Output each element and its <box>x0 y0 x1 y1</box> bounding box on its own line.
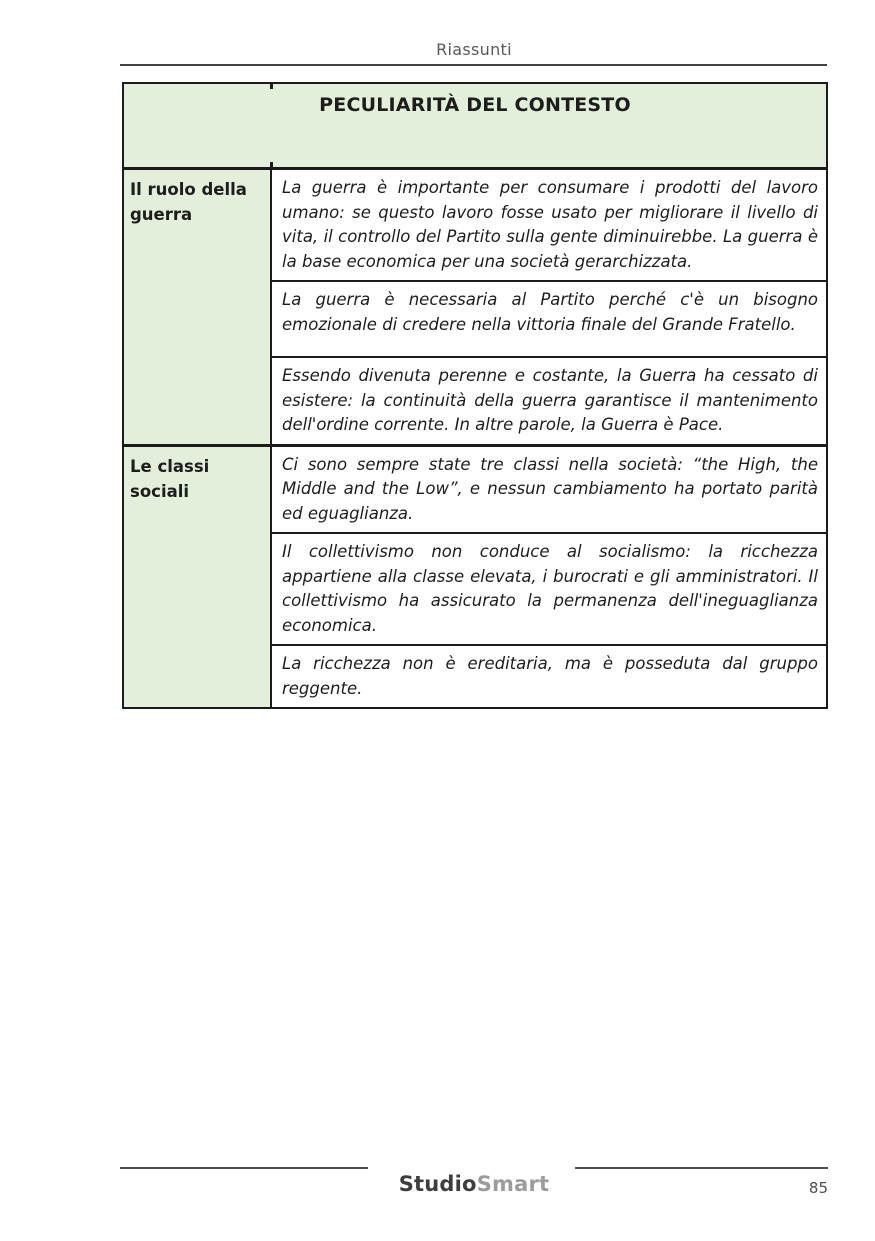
footer-rule-right <box>575 1167 828 1169</box>
table-row <box>123 169 827 282</box>
page-number: 85 <box>808 1179 828 1197</box>
brand-logo-primary: Studio <box>398 1172 477 1196</box>
paragraph-cell <box>271 281 827 357</box>
paragraph-text: La guerra è necessaria al Partito perché c'è un bisogno emozionale di credere nella vittoria finale del Grande Fratello. <box>282 290 818 334</box>
context-summary-table <box>122 82 828 709</box>
running-header-title: Riassunti <box>436 40 512 59</box>
paragraph-text: La guerra è importante per consumare i prodotti del lavoro umano: se questo lavoro fosse usato per migliorare il livello di vita, il controllo del Partito sulla gente diminuirebbe. La guerra è la base economica per una società gerarchizzata. <box>282 178 818 271</box>
paragraph-cell <box>271 445 827 533</box>
paragraph-text: Essendo divenuta perenne e costante, la Guerra ha cessato di esistere: la continuità della guerra garantisce il mantenimento dell'ordine corrente. In altre parole, la Guerra è Pace. <box>282 366 818 434</box>
table-row <box>123 445 827 533</box>
paragraph-text: La ricchezza non è ereditaria, ma è posseduta dal gruppo reggente. <box>282 654 818 698</box>
paragraph-cell <box>271 645 827 708</box>
table-title-cell <box>123 83 827 169</box>
paragraph-cell <box>271 533 827 645</box>
table-title-row <box>123 83 827 169</box>
paragraph-cell <box>271 169 827 282</box>
column-divider-stub-top <box>270 84 273 89</box>
section-label: Le classi sociali <box>130 456 210 501</box>
table-title: PECULIARITÀ DEL CONTESTO <box>319 94 631 116</box>
paragraph-text: Ci sono sempre state tre classi nella società: “the High, the Middle and the Low”, e nessun cambiamento ha portato parità ed eguaglianza. <box>282 454 818 523</box>
section-label: Il ruolo della guerra <box>130 180 247 224</box>
brand-logo <box>120 1172 828 1196</box>
brand-logo-secondary: Smart <box>476 1172 550 1196</box>
header-rule <box>120 64 827 66</box>
section-label-cell-classes <box>123 445 271 708</box>
paragraph-cell <box>271 357 827 445</box>
column-divider-stub-bottom <box>270 162 273 167</box>
paragraph-text: Il collettivismo non conduce al socialismo: la ricchezza appartiene alla classe elevata, i burocrati e gli amministratori. Il collettivismo ha assicurato la permanenza dell'ineguaglianza economica. <box>282 542 818 635</box>
section-label-cell-war <box>123 169 271 446</box>
footer-rule-left <box>120 1167 368 1169</box>
